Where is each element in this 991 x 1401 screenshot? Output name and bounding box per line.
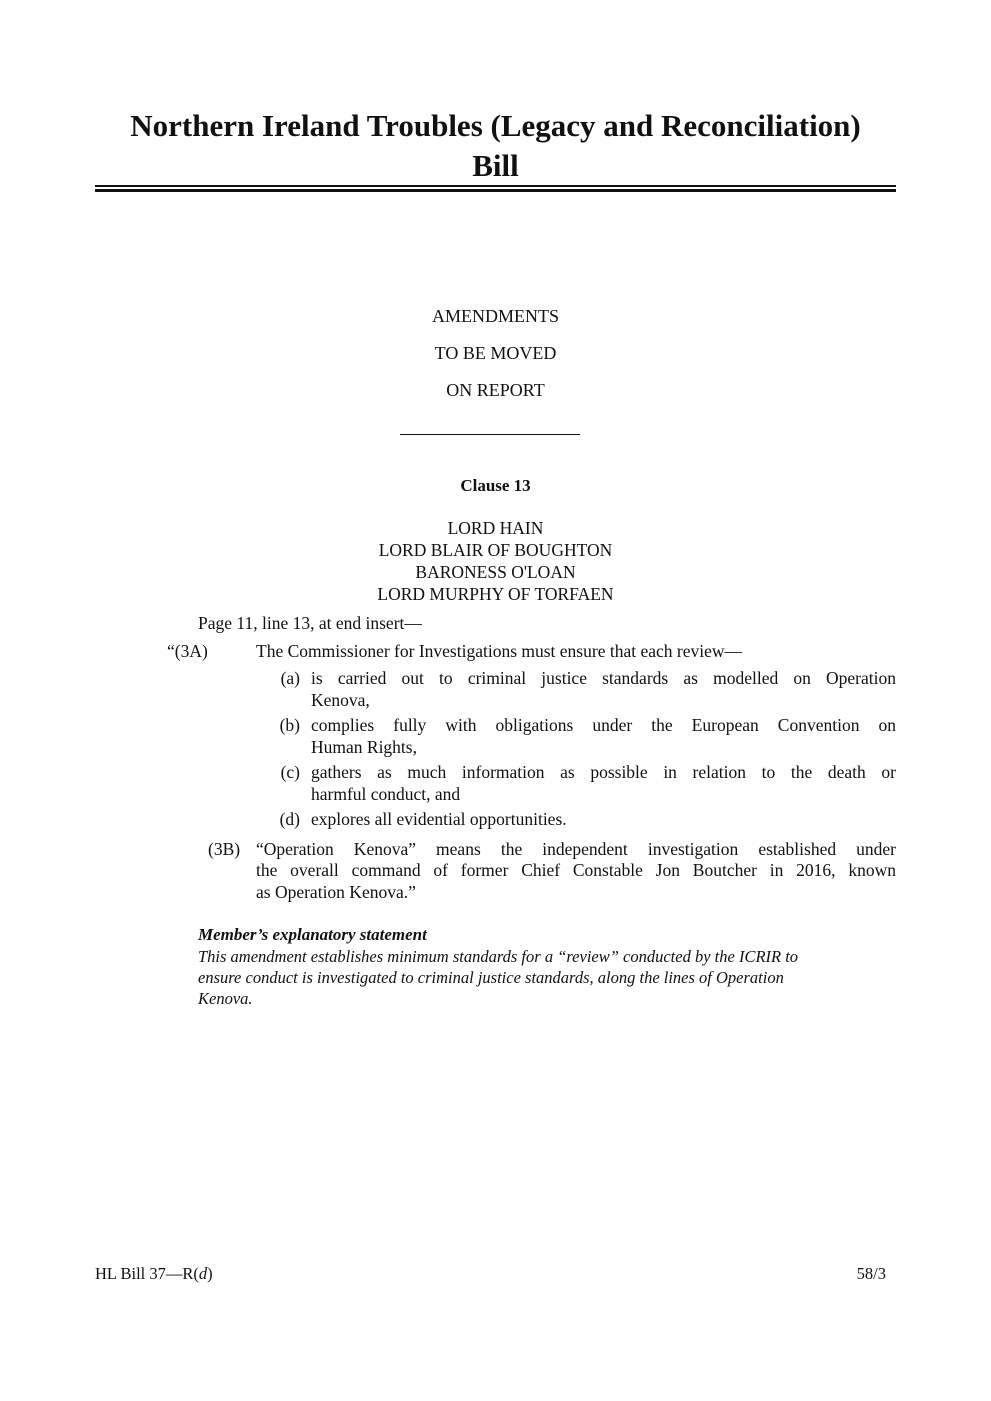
item-label: (d) — [279, 809, 300, 829]
explanatory-line: Kenova. — [198, 989, 253, 1008]
item-line: explores all evidential opportunities. — [311, 809, 567, 829]
subsection-3b-line: the overall command of former Chief Constable Jon Boutcher in 2016, known — [256, 860, 896, 880]
subsection-3a-label: “(3A) — [167, 641, 208, 661]
item-label: (c) — [280, 762, 300, 782]
bill-ref-suffix: d — [198, 1264, 208, 1283]
item-line: Kenova, — [311, 690, 370, 710]
sponsor: BARONESS O'LOAN — [415, 562, 576, 582]
item-line: complies fully with obligations under the European Convention on — [311, 715, 896, 735]
bill-ref-end: ) — [207, 1264, 213, 1283]
heading-on-report: ON REPORT — [446, 380, 545, 400]
sponsor: LORD HAIN — [447, 518, 544, 538]
separator-rule — [400, 434, 580, 435]
heading-amendments: AMENDMENTS — [431, 306, 559, 326]
heading-to-be-moved: TO BE MOVED — [434, 343, 557, 363]
subsection-3b-line: as Operation Kenova.” — [256, 882, 416, 902]
bill-ref: HL Bill 37—R( — [95, 1264, 199, 1283]
item-label: (b) — [279, 715, 300, 735]
explanatory-line: ensure conduct is investigated to criminal justice standards, along the lines of Operation — [198, 968, 784, 987]
footer-bill-reference — [95, 1264, 213, 1284]
explanatory-line: This amendment establishes minimum standards for a “review” conducted by the ICRIR to — [198, 947, 799, 966]
item-line: harmful conduct, and — [311, 784, 461, 804]
item-line: is carried out to criminal justice standards as modelled on Operation — [311, 668, 896, 688]
subsection-3a-text: The Commissioner for Investigations must ensure that each review— — [256, 641, 742, 661]
explanatory-heading: Member’s explanatory statement — [198, 925, 427, 944]
sponsor: LORD BLAIR OF BOUGHTON — [378, 540, 613, 560]
subsection-3b-label: (3B) — [208, 839, 241, 859]
amendment-instruction: Page 11, line 13, at end insert— — [198, 613, 422, 633]
sponsor: LORD MURPHY OF TORFAEN — [377, 584, 614, 604]
title-rule-thick — [95, 189, 896, 192]
item-label: (a) — [280, 668, 300, 688]
clause-heading: Clause 13 — [460, 476, 531, 495]
bill-title-line2: Bill — [472, 148, 519, 183]
bill-title-line1: Northern Ireland Troubles (Legacy and Reconciliation) — [130, 108, 861, 143]
footer-page-number: 58/3 — [856, 1264, 886, 1283]
title-rule-thin — [95, 185, 896, 187]
subsection-3b-line: “Operation Kenova” means the independent investigation established under — [256, 839, 896, 859]
item-line: gathers as much information as possible in relation to the death or — [311, 762, 896, 782]
item-line: Human Rights, — [311, 737, 417, 757]
